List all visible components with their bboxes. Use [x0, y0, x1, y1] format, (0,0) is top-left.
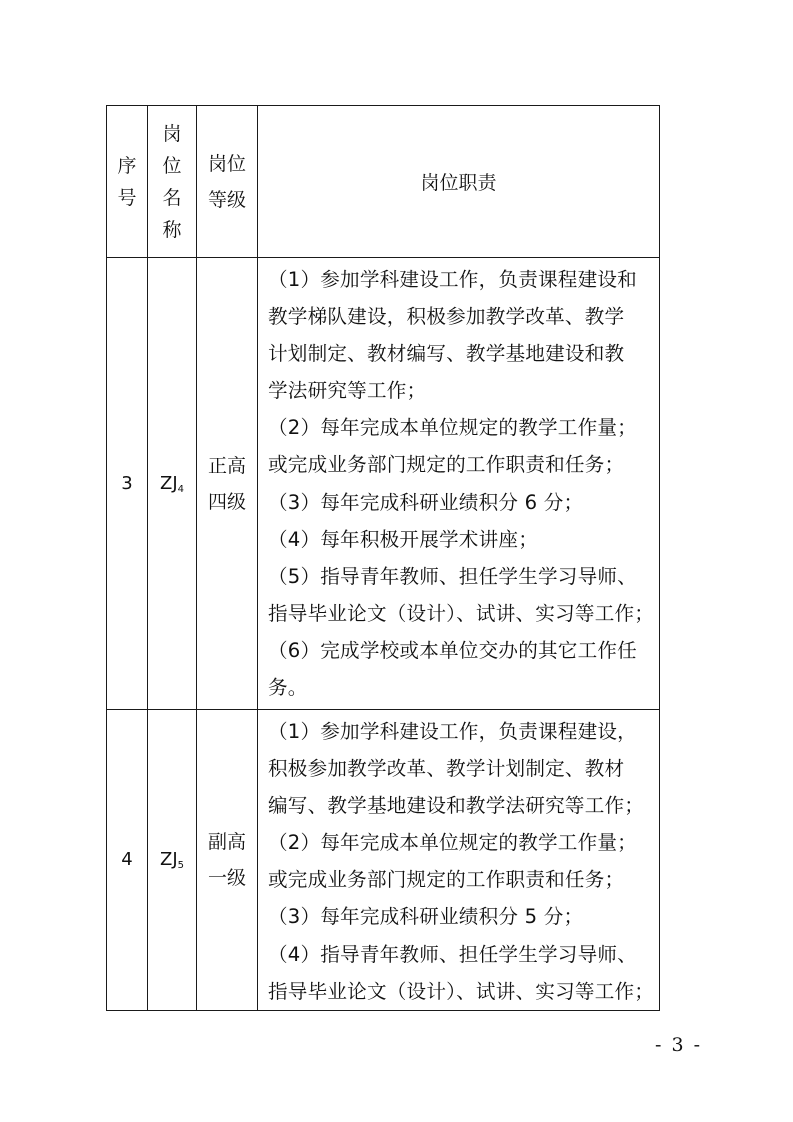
duty-line: （2）每年完成本单位规定的教学工作量； [268, 416, 637, 440]
duty-line: （5）指导青年教师、担任学生学习导师、 [268, 564, 637, 588]
header-seq-char: 序 [117, 154, 137, 177]
position-level-cell [197, 258, 258, 710]
duty-line: 或完成业务部门规定的工作职责和任务； [268, 453, 625, 477]
duty-line: （3）每年完成科研业绩积分 6 分； [268, 490, 584, 514]
position-level-line: 四级 [207, 490, 246, 513]
position-level-line: 正高 [207, 454, 246, 477]
duty-line: （4）每年积极开展学术讲座； [268, 527, 538, 551]
header-seq-char: 号 [117, 186, 137, 209]
duty-line: （3）每年完成科研业绩积分 5 分； [268, 905, 584, 929]
duty-cell [258, 710, 660, 1011]
position-code-subscript: 5 [177, 859, 184, 871]
header-name-char: 岗 [162, 122, 182, 145]
header-level-cell [197, 106, 258, 258]
position-level-line: 一级 [207, 866, 246, 889]
duty-line: （2）每年完成本单位规定的教学工作量； [268, 831, 637, 855]
duty-line: 计划制定、教材编写、教学基地建设和教 [268, 342, 625, 366]
duty-line: （1）参加学科建设工作，负责课程建设， [268, 720, 637, 743]
duty-table [106, 105, 660, 1011]
duty-cell [258, 258, 660, 710]
header-name-char: 名 [162, 186, 182, 209]
page-number: - 3 - [655, 1034, 703, 1056]
header-name-cell [148, 106, 197, 258]
seq-number: 4 [121, 849, 133, 871]
duty-line: 编写、教学基地建设和教学法研究等工作； [268, 794, 645, 818]
position-level-cell [197, 710, 258, 1011]
position-code [148, 473, 196, 495]
duty-line: （6）完成学校或本单位交办的其它工作任 [268, 638, 637, 662]
table-header-row [107, 106, 660, 258]
duty-line: 或完成业务部门规定的工作职责和任务； [268, 868, 625, 892]
position-code-cell [148, 710, 197, 1011]
header-seq-cell [107, 106, 148, 258]
duty-line: 积极参加教学改革、教学计划制定、教材 [268, 757, 625, 781]
table-row [107, 258, 660, 710]
position-code-cell [148, 258, 197, 710]
duty-line: 务。 [268, 676, 308, 700]
duty-line: （1）参加学科建设工作，负责课程建设和 [268, 268, 637, 291]
duty-line: （4）指导青年教师、担任学生学习导师、 [268, 942, 637, 966]
seq-cell [107, 258, 148, 710]
position-code-main: ZJ [159, 472, 178, 494]
position-code-subscript: 4 [177, 483, 184, 495]
duty-line: 学法研究等工作； [268, 379, 427, 403]
seq-number: 3 [121, 473, 133, 494]
duty-line: 指导毕业论文（设计）、试讲、实习等工作； [268, 601, 655, 625]
header-duty-cell [258, 106, 660, 258]
header-name-char: 称 [162, 218, 182, 241]
table-row [107, 710, 660, 1011]
header-level-line: 等级 [207, 188, 246, 211]
header-duty-label: 岗位职责 [420, 172, 497, 194]
position-level-line: 副高 [207, 830, 246, 853]
position-code [148, 849, 196, 871]
header-level-line: 岗位 [207, 152, 246, 175]
duty-line: 指导毕业论文（设计）、试讲、实习等工作； [268, 979, 655, 1003]
duty-line: 教学梯队建设，积极参加教学改革、教学 [268, 305, 625, 329]
seq-cell [107, 710, 148, 1011]
position-code-main: ZJ [159, 848, 178, 870]
header-name-char: 位 [162, 154, 182, 177]
